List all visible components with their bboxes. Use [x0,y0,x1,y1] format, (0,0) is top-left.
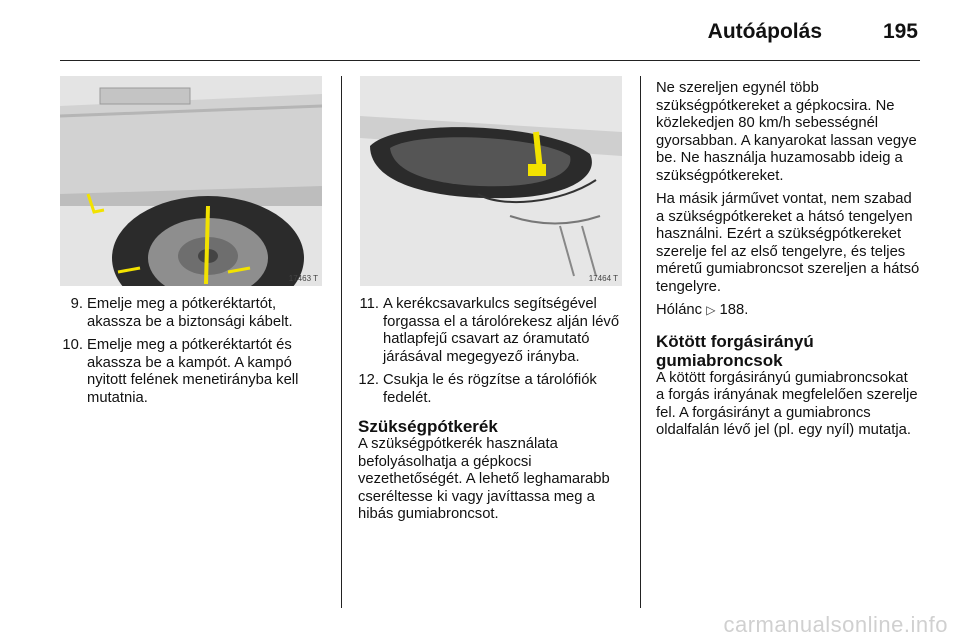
section-heading: Szükségpótkerék [358,417,498,436]
step-number: 10. [62,337,83,353]
paragraph: Ne szereljen egynél több szükségpótkereket a gépkocsira. Ne közlekedjen 80 km/h sebességnél gyorsabban. A kanyarokat lassan vegye be. Ne használja huzamosabb ideig a szükségpótkereket. [656,80,917,184]
reference-page-link[interactable]: 188. [719,302,749,318]
step-item [358,296,624,366]
step-text: A kerékcsavarkulcs segítségével forgassa el a tárolórekesz alján lévő hatlapfejű csavart az óramutató járásával megegyező irányba. [383,296,620,365]
watermark: carmanualsonline.info [723,612,948,637]
figure-number: 17464 T [588,274,618,283]
column-2 [358,296,624,530]
step-item [62,296,328,331]
underbody-illustration [360,76,622,286]
section-heading: Kötött forgásirányú gumiabroncsok [656,331,814,370]
step-list [358,296,624,407]
step-item [358,372,624,407]
column-divider [341,76,342,608]
step-item [62,337,328,407]
figure-spare-wheel-cable [60,76,322,286]
reference-arrow-icon: ▷ [706,303,716,317]
column-divider [640,76,641,608]
reference-label: Hólánc [656,302,703,318]
step-text: Emelje meg a pótkeréktartót, akassza be a biztonsági kábelt. [87,296,293,330]
paragraph: A szükségpótkerék használata befolyásolhatja a gépkocsi vezethetőségét. A lehető leghamarabb cseréltesse ki vagy javíttassa meg a hibás gumiabroncsot. [358,436,610,522]
spare-wheel-illustration [60,76,322,286]
step-number: 11. [359,296,379,312]
step-number: 12. [358,372,379,388]
page-number: 195 [882,20,918,43]
figure-number: 17463 T [288,274,318,283]
step-list [62,296,328,407]
step-text: Csukja le és rögzítse a tárolófiók fedelét. [383,372,597,406]
cross-reference [656,302,920,320]
page-header [60,14,920,61]
step-text: Emelje meg a pótkeréktartót és akassza be a kampót. A kampó nyitott felének menetirányba kell mutatnia. [87,337,299,406]
paragraph: A kötött forgásirányú gumiabroncsokat a forgás irányának megfelelően szerelje fel. A forgásirányt a gumiabroncs oldalfalán lévő jel (pl. egy nyíl) mutatja. [656,369,918,438]
figure-underbody-view [360,76,622,286]
column-3 [656,80,920,446]
step-number: 9. [70,296,83,312]
section-title: Autóápolás [707,20,822,43]
column-1 [62,296,328,413]
paragraph: Ha másik járművet vontat, nem szabad a szükségpótkereket a hátsó tengelyen használni. Ezért a szükségpótkereket szerelje fel az első tengelyre, és teljes méretű gumiabroncsot szereljen a hátsó tengelyre. [656,191,920,295]
